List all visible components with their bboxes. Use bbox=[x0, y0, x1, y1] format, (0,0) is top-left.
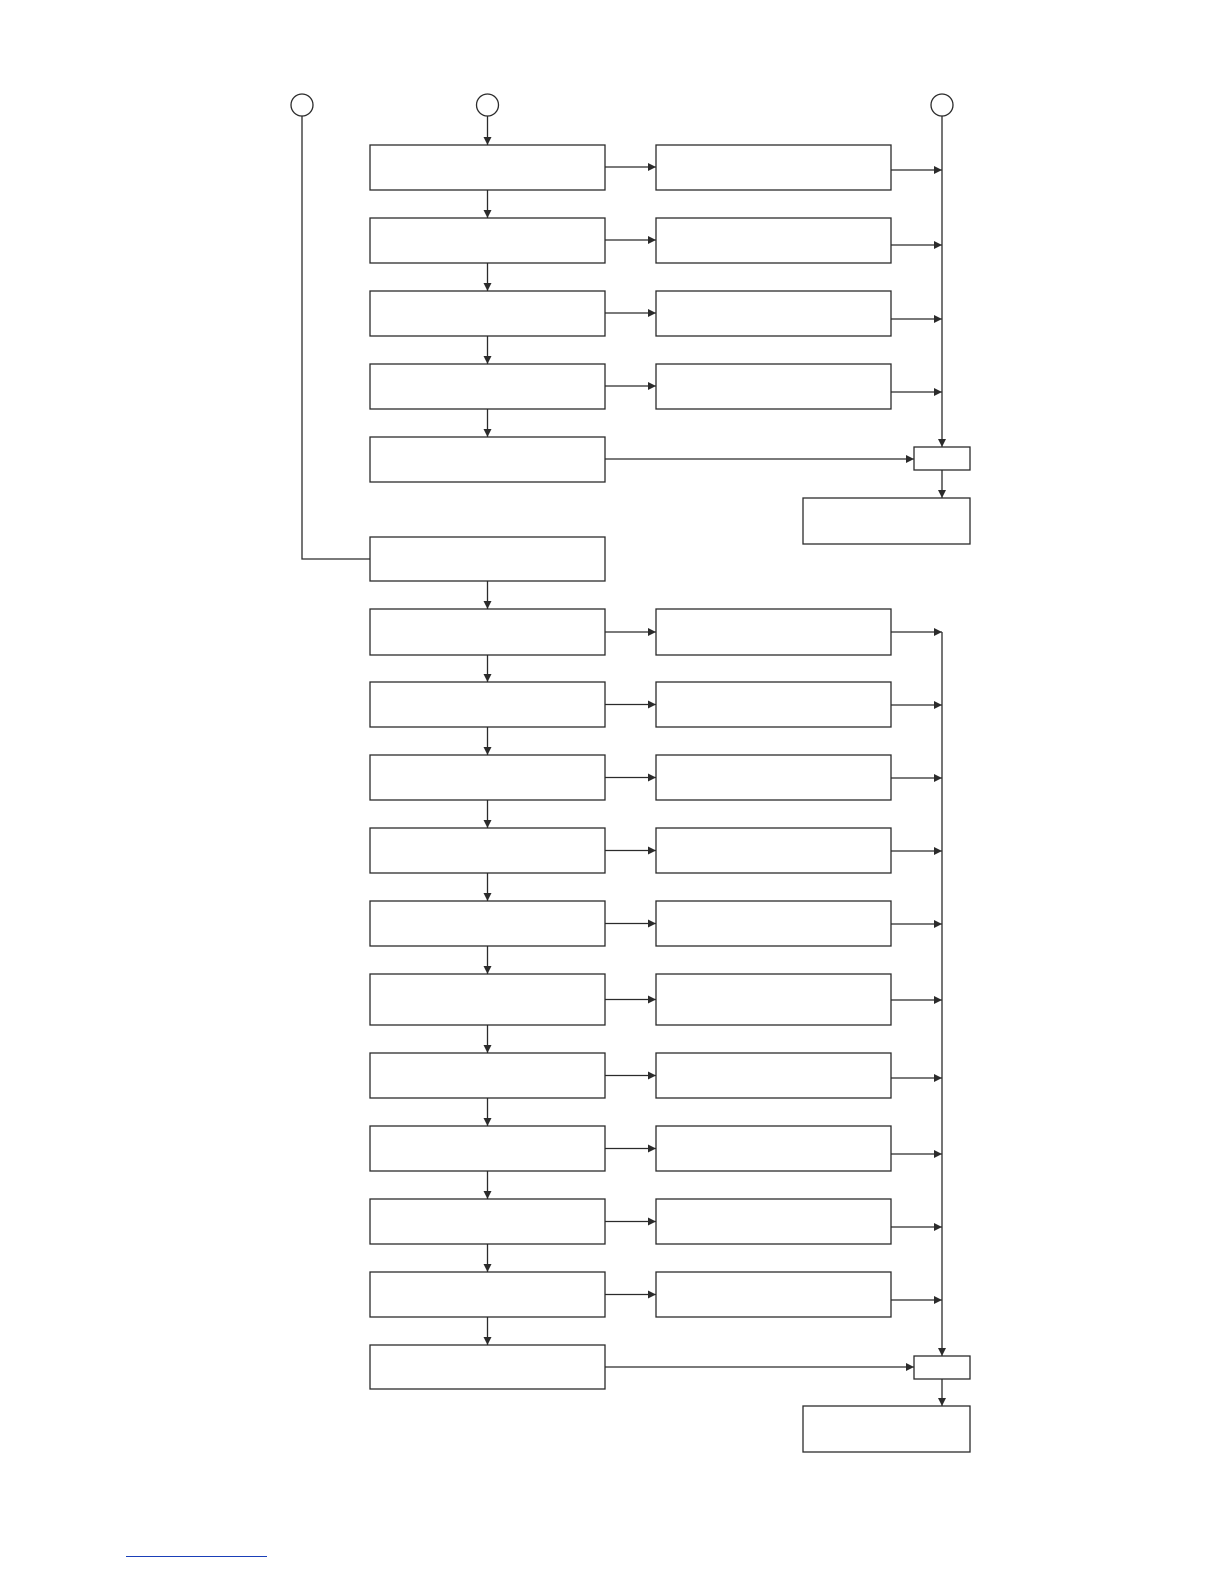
upper-step-5 bbox=[370, 437, 605, 482]
lower-branch-8-shape bbox=[656, 1126, 891, 1171]
lower-merge-shape bbox=[914, 1356, 970, 1379]
lower-step-3-shape bbox=[370, 755, 605, 800]
lower-branch-6 bbox=[656, 974, 891, 1025]
lower-branch-2-shape bbox=[656, 682, 891, 727]
lower-step-2 bbox=[370, 682, 605, 727]
upper-step-4-shape bbox=[370, 364, 605, 409]
lower-branch-1 bbox=[656, 609, 891, 655]
lower-merge bbox=[914, 1356, 970, 1379]
lower-step-8-shape bbox=[370, 1126, 605, 1171]
upper-step-3-shape bbox=[370, 291, 605, 336]
lower-branch-4-shape bbox=[656, 828, 891, 873]
upper-branch-1 bbox=[656, 145, 891, 190]
upper-branch-2 bbox=[656, 218, 891, 263]
lower-step-6-shape bbox=[370, 974, 605, 1025]
lower-step-1-shape bbox=[370, 609, 605, 655]
lower-step-10-shape bbox=[370, 1272, 605, 1317]
upper-step-2 bbox=[370, 218, 605, 263]
lower-branch-2 bbox=[656, 682, 891, 727]
diagram-nodes bbox=[291, 94, 970, 1452]
upper-step-2-shape bbox=[370, 218, 605, 263]
lower-step-4 bbox=[370, 828, 605, 873]
lower-branch-9-shape bbox=[656, 1199, 891, 1244]
upper-step-4 bbox=[370, 364, 605, 409]
upper-branch-4-shape bbox=[656, 364, 891, 409]
lower-branch-7-shape bbox=[656, 1053, 891, 1098]
lower-branch-8 bbox=[656, 1126, 891, 1171]
lower-entry bbox=[370, 537, 605, 581]
upper-merge-shape bbox=[914, 447, 970, 470]
lower-branch-9 bbox=[656, 1199, 891, 1244]
lower-result-shape bbox=[803, 1406, 970, 1452]
upper-step-1 bbox=[370, 145, 605, 190]
lower-step-8 bbox=[370, 1126, 605, 1171]
lower-branch-3-shape bbox=[656, 755, 891, 800]
lower-entry-shape bbox=[370, 537, 605, 581]
lower-branch-3 bbox=[656, 755, 891, 800]
lower-branch-10-shape bbox=[656, 1272, 891, 1317]
footer-link-underline[interactable] bbox=[126, 1556, 267, 1557]
upper-branch-2-shape bbox=[656, 218, 891, 263]
upper-result bbox=[803, 498, 970, 544]
lower-step-9 bbox=[370, 1199, 605, 1244]
lower-branch-10 bbox=[656, 1272, 891, 1317]
lower-step-5-shape bbox=[370, 901, 605, 946]
upper-step-1-shape bbox=[370, 145, 605, 190]
lower-step-4-shape bbox=[370, 828, 605, 873]
lower-step-6 bbox=[370, 974, 605, 1025]
lower-step-10 bbox=[370, 1272, 605, 1317]
connector-b-circle bbox=[477, 94, 499, 116]
upper-result-shape bbox=[803, 498, 970, 544]
connector-b bbox=[477, 94, 499, 116]
connector-c bbox=[931, 94, 953, 116]
connector-a-to-lower-entry bbox=[302, 116, 370, 559]
connector-c-circle bbox=[931, 94, 953, 116]
lower-step-3 bbox=[370, 755, 605, 800]
lower-result bbox=[803, 1406, 970, 1452]
lower-branch-6-shape bbox=[656, 974, 891, 1025]
lower-step-5 bbox=[370, 901, 605, 946]
lower-step-11-shape bbox=[370, 1345, 605, 1389]
lower-branch-1-shape bbox=[656, 609, 891, 655]
upper-branch-3-shape bbox=[656, 291, 891, 336]
upper-branch-1-shape bbox=[656, 145, 891, 190]
lower-branch-5-shape bbox=[656, 901, 891, 946]
lower-step-7 bbox=[370, 1053, 605, 1098]
lower-branch-4 bbox=[656, 828, 891, 873]
upper-step-5-shape bbox=[370, 437, 605, 482]
lower-step-7-shape bbox=[370, 1053, 605, 1098]
lower-step-11 bbox=[370, 1345, 605, 1389]
upper-merge bbox=[914, 447, 970, 470]
connector-a-circle bbox=[291, 94, 313, 116]
upper-branch-3 bbox=[656, 291, 891, 336]
connector-a bbox=[291, 94, 313, 116]
lower-step-1 bbox=[370, 609, 605, 655]
lower-branch-5 bbox=[656, 901, 891, 946]
upper-step-3 bbox=[370, 291, 605, 336]
upper-branch-4 bbox=[656, 364, 891, 409]
lower-step-9-shape bbox=[370, 1199, 605, 1244]
lower-branch-7 bbox=[656, 1053, 891, 1098]
lower-step-2-shape bbox=[370, 682, 605, 727]
